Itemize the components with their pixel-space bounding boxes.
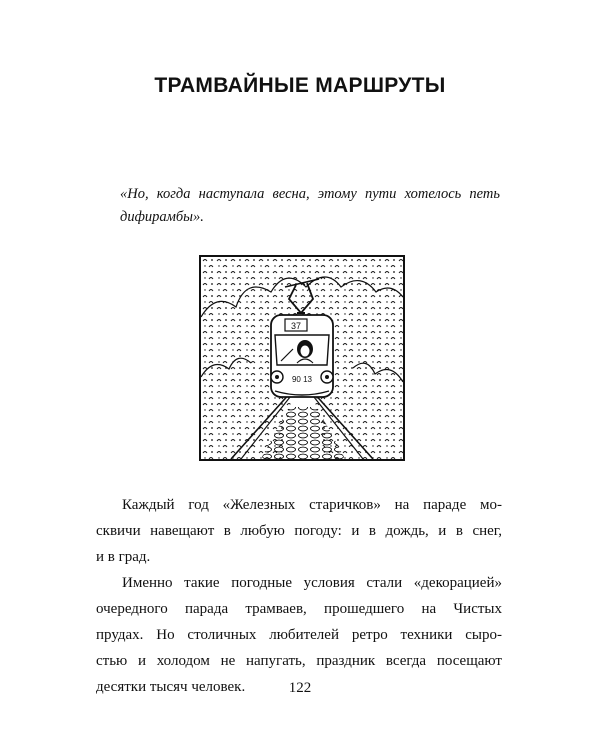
tram-drawing xyxy=(201,257,403,459)
tram xyxy=(271,315,333,397)
body-text xyxy=(96,492,502,700)
paragraph-1-line: Каждый год «Железных старичков» на параде мо- xyxy=(122,497,502,513)
route-number: 37 xyxy=(290,321,302,331)
paragraph-2-line: десятки тысяч человек. xyxy=(96,679,246,695)
epigraph-line: дифирамбы». xyxy=(120,209,204,225)
paragraph-1-line: сквичи навещают в любую погоду: и в дождь, и в снег, xyxy=(96,523,502,539)
paragraph-2-line: очередного парада трамваев, прошедшего на Чистых xyxy=(96,601,502,617)
paragraph-2-line: стью и холодом не напугать, праздник всегда посещают xyxy=(96,653,502,669)
page-number: 122 xyxy=(288,680,312,696)
epigraph xyxy=(120,183,500,229)
page-title: ТРАМВАЙНЫЕ МАРШРУТЫ xyxy=(154,74,446,97)
tram-illustration xyxy=(199,255,405,461)
epigraph-line: «Но, когда наступала весна, этому пути хотелось петь xyxy=(120,186,500,202)
paragraph-1-line: и в град. xyxy=(96,549,151,565)
tram-number: 90 13 xyxy=(291,375,313,384)
paragraph-2-line: прудах. Но столичных любителей ретро техники сыро- xyxy=(96,627,502,643)
paragraph-2-line: Именно такие погодные условия стали «декорацией» xyxy=(122,575,502,591)
